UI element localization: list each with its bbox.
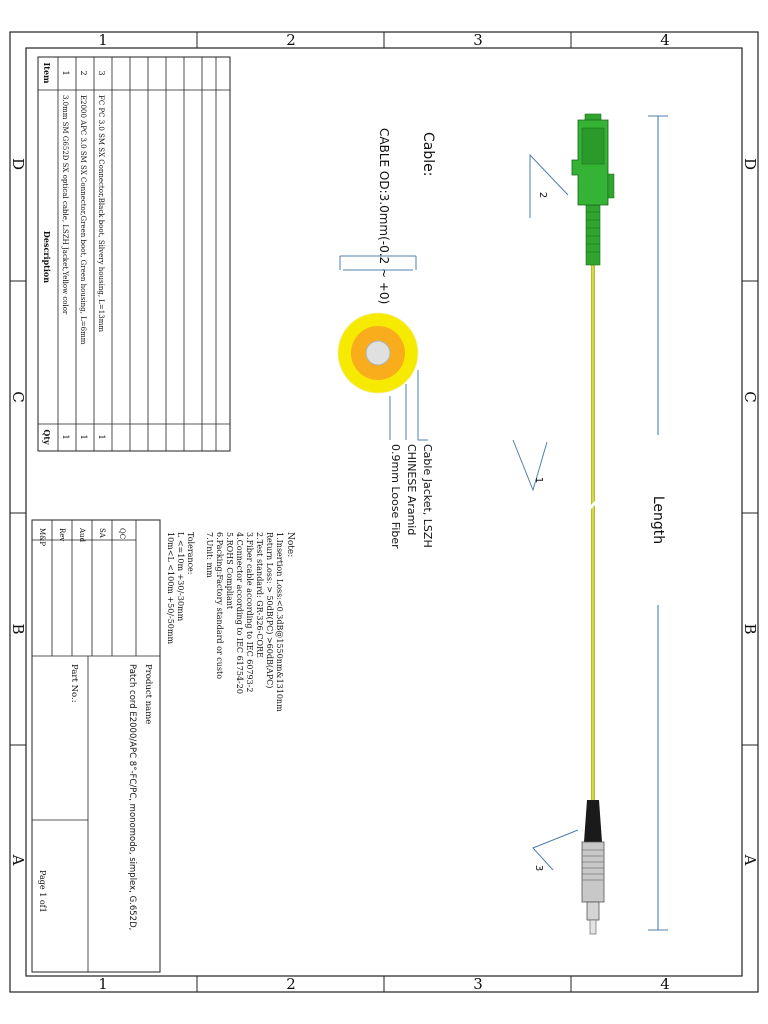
zone-label-bottom: C <box>9 391 27 403</box>
layer-label-jacket: Cable Jacket, LSZH <box>421 444 434 548</box>
note-line: 1.Insertion Loss:<0.3dB@1550nm&1310nm <box>275 532 284 712</box>
role-aud: Aud <box>78 528 86 543</box>
balloon-leaders <box>513 155 578 870</box>
notes-title: Note: <box>285 532 295 558</box>
e2000-connector <box>572 114 614 265</box>
bom-table <box>38 57 230 451</box>
product-name-label: Product name <box>143 664 153 725</box>
layer-label-aramid: CHINESE Aramid <box>405 444 418 536</box>
role-sa: SA <box>98 528 106 538</box>
zone-number-right: 3 <box>473 975 483 993</box>
bom-row-qty: 1 <box>97 434 106 440</box>
bom-header-description: Description <box>42 230 52 284</box>
layer-label-fiber: 0.9mm Loose Fiber <box>389 444 402 549</box>
bom-row-item: 2 <box>79 70 88 76</box>
role-qc: QC <box>118 528 126 540</box>
bom-row-qty: 1 <box>79 434 88 440</box>
bom-row-description: 3.0mm SM G652D SX optical cable, LSZH Jacket,Yellow color <box>61 95 69 315</box>
product-name: Patch cord E2000/APC 8°-FC/PC, monomodo, simplex, G.652D, <box>127 664 137 931</box>
note-line: 5.ROHS Compliant <box>225 532 234 610</box>
zone-number-right: 1 <box>98 975 108 993</box>
zone-label-top: D <box>741 157 759 171</box>
zone-label-top: C <box>741 391 759 403</box>
bom-row-qty: 1 <box>61 434 70 440</box>
zone-number-right: 2 <box>286 975 296 993</box>
cable-cross-section <box>338 313 418 393</box>
zone-label-top: A <box>741 854 759 866</box>
bom-row-description: E2000 APC 3.0 SM SX Connector,Green boot, Green housing, L=6mm <box>79 95 87 345</box>
zone-label-bottom: A <box>9 854 27 866</box>
zone-number-right: 4 <box>660 975 670 993</box>
zone-label-bottom: B <box>9 623 27 635</box>
zone-number-left: 4 <box>660 31 670 49</box>
note-line: 4.Connector according to IEC 61754-20 <box>235 532 244 694</box>
notes-block <box>166 532 295 712</box>
zone-label-bottom: D <box>9 157 27 171</box>
fc-connector <box>582 800 604 934</box>
note-line: Return Loss: > 50dB(PC) >60dB(APC) <box>265 532 274 689</box>
tolerance-line: L <=10m +30/-30mm <box>176 532 185 622</box>
note-line: 2.Test standard: GR-326-CORE <box>255 532 264 658</box>
page-number: Page 1 of1 <box>38 870 47 913</box>
tolerance-line: 10m<L <100m +50/-50mm <box>166 532 175 645</box>
zone-number-left: 3 <box>473 31 483 49</box>
note-line: 7.Unit: mm <box>205 532 214 578</box>
bom-header-qty: Qty <box>42 429 52 445</box>
balloon-3: 3 <box>533 864 544 872</box>
bom-row-description: FC PC 3.0 SM SX Connector,Black boot, Silvery housing, L=13mm <box>97 95 105 332</box>
cable-heading: Cable: <box>420 132 436 177</box>
bom-row-item: 1 <box>61 70 70 76</box>
note-line: 3.Fiber cable according to IEC 60793-2 <box>245 532 254 693</box>
tolerance-title: Tolerance: <box>186 532 195 575</box>
role-mp: M&P <box>38 528 46 547</box>
fiber-core <box>366 341 390 365</box>
role-rev: Rev <box>58 528 66 542</box>
zone-number-left: 1 <box>98 31 108 49</box>
cable-od: CABLE OD:3.0mm(-0.2 ~ +0) <box>377 128 391 305</box>
note-line: 6.Packing:Factory standard or custo <box>215 532 224 680</box>
title-block <box>32 520 160 972</box>
length-label: Length <box>650 495 666 545</box>
bom-header-item: Item <box>42 62 52 84</box>
balloon-1: 1 <box>533 476 544 484</box>
bom-row-item: 3 <box>97 70 106 76</box>
part-no-label: Part No.: <box>69 664 79 703</box>
zone-label-top: B <box>741 623 759 635</box>
balloon-2: 2 <box>537 191 548 199</box>
zone-number-left: 2 <box>286 31 296 49</box>
